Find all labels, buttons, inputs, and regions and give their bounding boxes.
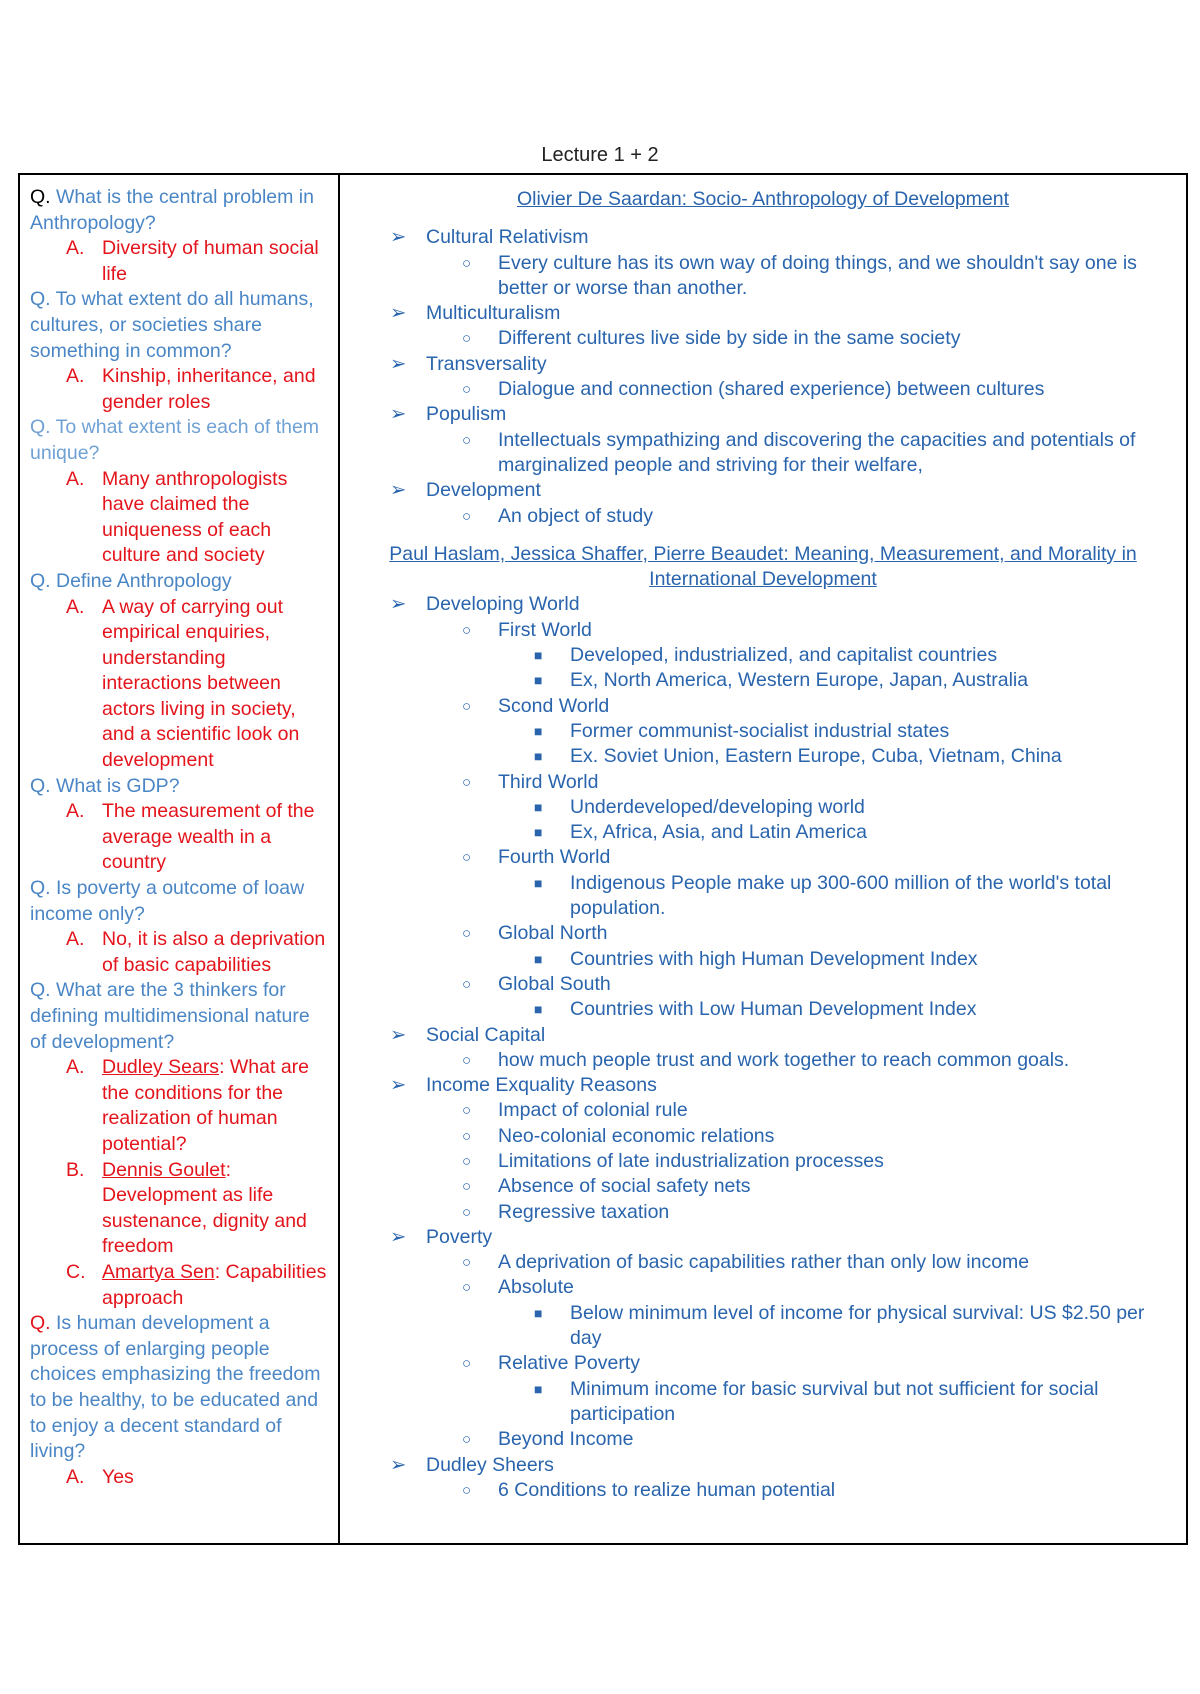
square-bullet-icon: ■ [534,748,543,765]
list-item: ○ Intellectuals sympathizing and discovering the capacities and potentials of marginalized people and striving for their welfare, [348,428,1178,479]
notes-column [339,174,1187,1544]
list-item: ○ how much people trust and work together to reach common goals. [348,1048,1178,1073]
answer-3: A. Many anthropologists have claimed the uniqueness of each culture and society [66,467,288,567]
circle-bullet-icon: ○ [462,773,472,791]
list-item: ○ Scond World [348,694,1178,719]
list-item: ➢ Dudley Sheers [348,1453,1178,1478]
list-item: ○ Absolute [348,1275,1178,1300]
arrow-bullet-icon: ➢ [390,302,407,325]
circle-bullet-icon: ○ [462,849,472,867]
arrow-bullet-icon: ➢ [390,479,407,502]
square-bullet-icon: ■ [534,1304,543,1321]
list-item: ○ 6 Conditions to realize human potential [348,1478,1178,1503]
circle-bullet-icon: ○ [462,254,472,272]
list-item: ○ Third World [348,770,1178,795]
list-item: ○ Dialogue and connection (shared experience) between cultures [348,377,1178,402]
answer-6: A. No, it is also a deprivation of basic capabilities [66,928,326,976]
arrow-bullet-icon: ➢ [390,403,407,426]
answer-7b: B. Dennis Goulet: Development as life sustenance, dignity and freedom [66,1158,307,1258]
answer-8: A. Yes [66,1465,134,1488]
circle-bullet-icon: ○ [462,925,472,943]
income-list [348,1098,1178,1224]
circle-bullet-icon: ○ [462,1178,472,1196]
circle-bullet-icon: ○ [462,1431,472,1449]
list-item: ■ Developed, industrialized, and capitalist countries [348,643,1178,668]
answer-4: A. A way of carrying out empirical enquiries, understanding interactions between actors living in society, and a scientific look on development [66,595,300,772]
list-item: ➢ Income Exquality Reasons [348,1073,1178,1098]
questions-column [19,174,339,1544]
circle-bullet-icon: ○ [462,1152,472,1170]
list-item: ■ Below minimum level of income for physical survival: US $2.50 per day [348,1301,1178,1352]
circle-bullet-icon: ○ [462,1254,472,1272]
list-item: ○ Different cultures live side by side in the same society [348,326,1178,351]
square-bullet-icon: ■ [534,874,543,891]
arrow-bullet-icon: ➢ [390,226,407,249]
question-1: Q. What is the central problem in Anthropology? [30,186,314,234]
saardan-list [348,225,1178,529]
list-item: ➢ Developing World [348,592,1178,617]
list-item: ■ Countries with Low Human Development Index [348,997,1178,1022]
list-item: ○ Relative Poverty [348,1351,1178,1376]
square-bullet-icon: ■ [534,824,543,841]
list-item: ○ Fourth World [348,845,1178,870]
circle-bullet-icon: ○ [462,621,472,639]
circle-bullet-icon: ○ [462,1051,472,1069]
page-title: Lecture 1 + 2 [541,144,659,166]
square-bullet-icon: ■ [534,798,543,815]
question-2: Q. To what extent do all humans, cultures, or societies share [30,288,314,336]
circle-bullet-icon: ○ [462,1279,472,1297]
circle-bullet-icon: ○ [462,1481,472,1499]
list-item: ➢ Social Capital [348,1023,1178,1048]
arrow-bullet-icon: ➢ [390,1023,407,1046]
circle-bullet-icon: ○ [462,1127,472,1145]
square-bullet-icon: ■ [534,672,543,689]
arrow-bullet-icon: ➢ [390,593,407,616]
square-bullet-icon: ■ [534,1001,543,1018]
question-8: Q. Is human development a process of enlarging people choices emphasizing the freedom to be healthy, to be educated and to enjoy a decent standard of living? [30,1312,321,1463]
list-item: ○ Limitations of late industrialization processes [348,1149,1178,1174]
circle-bullet-icon: ○ [462,330,472,348]
square-bullet-icon: ■ [534,1380,543,1397]
circle-bullet-icon: ○ [462,431,472,449]
list-item: ○ First World [348,618,1178,643]
list-item: ○ Neo-colonial economic relations [348,1124,1178,1149]
arrow-bullet-icon: ➢ [390,1074,407,1097]
list-item: ■ Ex. Soviet Union, Eastern Europe, Cuba, Vietnam, China [348,744,1178,769]
notes-table [18,173,1188,1545]
list-item: ○ Regressive taxation [348,1200,1178,1225]
answer-5: A. The measurement of the average wealth in a country [66,800,315,874]
arrow-bullet-icon: ➢ [390,1453,407,1476]
list-item: ○ Beyond Income [348,1427,1178,1452]
list-item: ○ Absence of social safety nets [348,1174,1178,1199]
circle-bullet-icon: ○ [462,975,472,993]
list-item: ■ Indigenous People make up 300-600 million of the world's total population. [348,871,1178,922]
list-item: ■ Countries with high Human Development Index [348,947,1178,972]
list-item: ○ A deprivation of basic capabilities rather than only low income [348,1250,1178,1275]
question-5: Q. What is GDP? [30,774,180,797]
circle-bullet-icon: ○ [462,1355,472,1373]
list-item: ➢ Poverty [348,1225,1178,1250]
list-item: ➢ Development [348,478,1178,503]
square-bullet-icon: ■ [534,950,543,967]
list-item: ○ An object of study [348,504,1178,529]
square-bullet-icon: ■ [534,722,543,739]
answer-1: A. Diversity of human social life [66,237,319,285]
question-3: Q. To what extent is each of them unique? [30,416,320,464]
list-item: ■ Ex, Africa, Asia, and Latin America [348,820,1178,845]
list-item: ➢ Cultural Relativism [348,225,1178,250]
list-item: ■ Ex, North America, Western Europe, Japan, Australia [348,668,1178,693]
circle-bullet-icon: ○ [462,381,472,399]
circle-bullet-icon: ○ [462,1102,472,1120]
arrow-bullet-icon: ➢ [390,1225,407,1248]
answer-7c: C. Amartya Sen: Capabilities approach [66,1260,327,1309]
question-2-cont: something in common? [30,339,232,362]
circle-bullet-icon: ○ [462,1203,472,1221]
list-item: ■ Former communist-socialist industrial states [348,719,1178,744]
list-item: ○ Global North [348,921,1178,946]
question-6: Q. Is poverty a outcome of loaw income only? [30,877,305,925]
list-item: ○ Global South [348,972,1178,997]
list-item: ■ Underdeveloped/developing world [348,795,1178,820]
question-4: Q. Define Anthropology [30,569,232,592]
list-item: ○ Impact of colonial rule [348,1098,1178,1123]
circle-bullet-icon: ○ [462,697,472,715]
list-item: ■ Minimum income for basic survival but not sufficient for social participation [348,1377,1178,1428]
list-item: ○ Every culture has its own way of doing things, and we shouldn't say one is better or worse than another. [348,251,1178,302]
square-bullet-icon: ■ [534,647,543,664]
list-item: ➢ Multiculturalism [348,301,1178,326]
question-7: Q. What are the 3 thinkers for defining multidimensional nature of development? [30,979,310,1053]
circle-bullet-icon: ○ [462,507,472,525]
arrow-bullet-icon: ➢ [390,352,407,375]
answer-2: A. Kinship, inheritance, and gender roles [66,365,316,413]
answer-7a: A. Dudley Sears: What are the conditions for the realization of human potential? [66,1056,310,1155]
section-heading-haslam: Paul Haslam, Jessica Shaffer, Pierre Beaudet: Meaning, Measurement, and Morality in International Development [389,542,1137,591]
list-item: ➢ Transversality [348,352,1178,377]
section-heading-saardan: Olivier De Saardan: Socio- Anthropology of Development [516,188,1010,210]
worlds-list [348,618,1178,1023]
list-item: ➢ Populism [348,402,1178,427]
